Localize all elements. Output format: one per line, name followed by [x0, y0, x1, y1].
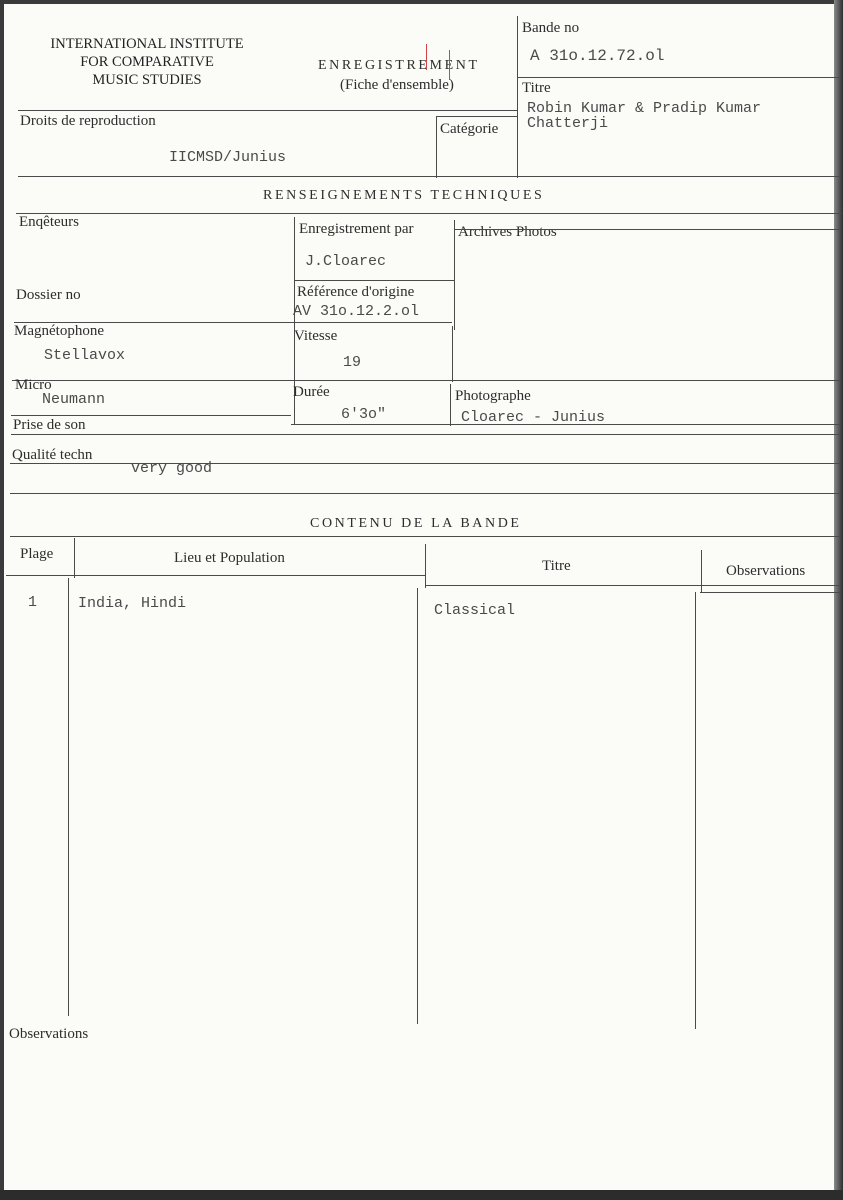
- content-section-title: CONTENU DE LA BANDE: [310, 516, 522, 531]
- column-divider: [701, 550, 702, 592]
- micro-value: Neumann: [42, 391, 106, 408]
- col-header-plage: Plage: [20, 546, 54, 562]
- divider: [10, 463, 840, 464]
- divider: [700, 592, 840, 593]
- divider: [426, 585, 840, 586]
- micro-label: Micro: [15, 377, 52, 393]
- bande-no-label: Bande no: [522, 20, 580, 36]
- column-divider: [74, 538, 75, 578]
- droits-label: Droits de reproduction: [20, 113, 156, 129]
- divider: [452, 326, 453, 382]
- column-divider: [695, 592, 696, 1029]
- col-header-lieu: Lieu et Population: [174, 550, 285, 566]
- row-titre: Classical: [434, 602, 516, 619]
- bande-no-value: A 31o.12.72.ol: [530, 47, 665, 65]
- divider: [517, 16, 518, 178]
- institute-line-3: MUSIC STUDIES: [92, 72, 202, 88]
- categorie-label: Catégorie: [440, 121, 499, 137]
- form-title: ENREGISTREMENT: [318, 58, 480, 73]
- divider: [518, 77, 840, 78]
- divider: [455, 229, 840, 230]
- scan-edge-bottom: [0, 1190, 843, 1200]
- divider: [295, 280, 455, 281]
- column-divider: [417, 588, 418, 1024]
- droits-value: IICMSD/Junius: [169, 149, 287, 166]
- photographe-label: Photographe: [455, 388, 531, 404]
- institute-line-1: INTERNATIONAL INSTITUTE: [50, 36, 244, 52]
- dossier-no-label: Dossier no: [16, 287, 81, 303]
- magnetophone-value: Stellavox: [44, 347, 126, 364]
- row-plage: 1: [28, 594, 38, 611]
- divider: [18, 176, 840, 177]
- vitesse-label: Vitesse: [294, 328, 338, 344]
- divider: [6, 575, 426, 576]
- observations-label: Observations: [9, 1026, 89, 1042]
- divider: [12, 380, 840, 381]
- divider: [11, 434, 840, 435]
- prise-de-son-label: Prise de son: [13, 417, 86, 433]
- divider: [10, 493, 840, 494]
- photographe-value: Cloarec - Junius: [461, 409, 606, 426]
- form-subtitle: (Fiche d'ensemble): [340, 77, 454, 93]
- divider: [291, 424, 840, 425]
- divider: [454, 220, 455, 330]
- divider: [18, 110, 518, 111]
- tech-section-title: RENSEIGNEMENTS TECHNIQUES: [263, 188, 545, 203]
- divider: [11, 415, 291, 416]
- titre-value-line-2: Chatterji: [527, 115, 609, 132]
- divider: [436, 116, 437, 178]
- duree-value: 6'3o": [341, 406, 387, 423]
- archives-photos-label: Archives Photos: [458, 224, 557, 240]
- qualite-label: Qualité techn: [12, 447, 93, 463]
- col-header-titre: Titre: [542, 558, 571, 574]
- institute-line-2: FOR COMPARATIVE: [80, 54, 214, 70]
- titre-label: Titre: [522, 80, 551, 96]
- enqueteurs-label: Enqêteurs: [19, 214, 79, 230]
- divider: [450, 384, 451, 426]
- red-pencil-mark: [449, 50, 450, 80]
- col-header-observations: Observations: [726, 563, 806, 579]
- titre-value-line-1: Robin Kumar & Pradip Kumar: [527, 100, 762, 117]
- column-divider: [425, 544, 426, 588]
- vitesse-value: 19: [343, 354, 362, 371]
- row-lieu: India, Hindi: [78, 595, 187, 612]
- qualite-value: very good: [131, 460, 213, 477]
- column-divider: [68, 578, 69, 1016]
- reference-origine-value: AV 31o.12.2.ol: [293, 303, 420, 320]
- scan-edge-right: [834, 0, 843, 1200]
- divider: [436, 116, 518, 117]
- red-pencil-mark: [426, 44, 427, 70]
- divider: [16, 213, 842, 214]
- magnetophone-label: Magnétophone: [14, 323, 104, 339]
- enregistrement-par-value: J.Cloarec: [305, 253, 387, 270]
- divider: [10, 536, 840, 537]
- reference-origine-label: Référence d'origine: [297, 284, 415, 300]
- duree-label: Durée: [293, 384, 330, 400]
- enregistrement-par-label: Enregistrement par: [299, 221, 414, 237]
